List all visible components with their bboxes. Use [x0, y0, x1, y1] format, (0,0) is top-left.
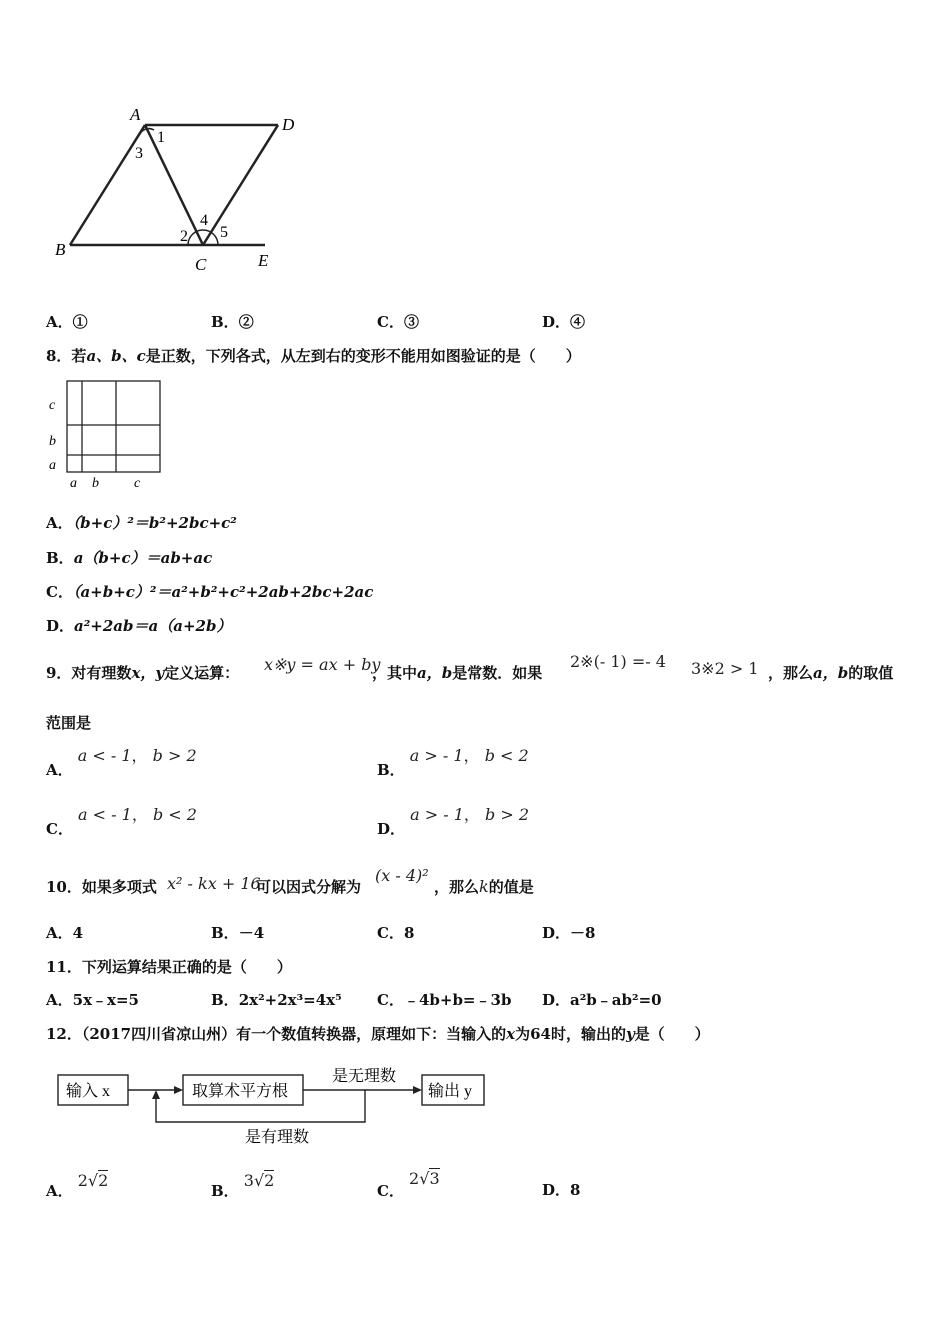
q8-xlabel-b: b	[92, 476, 99, 491]
q9-condition-1: 2※(- 1) =- 4	[570, 652, 666, 671]
q7-label-E: E	[258, 251, 269, 270]
q7-angle-1: 1	[157, 129, 165, 146]
q8-area-figure	[44, 375, 169, 495]
q12-flow-input: 输入 x	[66, 1083, 111, 1100]
q12-flowchart	[50, 1060, 500, 1150]
q10-option-d[interactable]: D．－8	[542, 924, 596, 942]
q10-polynomial: x² - kx + 16	[167, 874, 261, 893]
q7-label-D: D	[282, 115, 295, 134]
q7-label-C: C	[195, 255, 207, 274]
q8-option-c[interactable]: C．（a+b+c）²＝a²+b²+c²+2ab+2bc+2ac	[46, 583, 374, 601]
q8-label-c: c	[49, 398, 56, 413]
q9-stem-line1: 9．对有理数x，y定义运算：	[46, 664, 240, 682]
q11-stem: 11．下列运算结果正确的是（ ）	[46, 958, 292, 976]
q9-option-c[interactable]: C． a < - 1， b < 2	[46, 805, 197, 838]
q12-option-c[interactable]: C． 2√3	[377, 1169, 440, 1200]
q10-stem-a: 10．如果多项式	[46, 878, 157, 896]
q9-condition-2: 3※2 > 1	[691, 659, 759, 678]
q10-option-b[interactable]: B．－4	[211, 924, 265, 942]
q10-factor: (x - 4)²	[375, 866, 429, 885]
q9-stem-line2: 范围是	[46, 714, 92, 732]
q7-option-b[interactable]: B．②	[211, 313, 254, 331]
q12-stem: 12．（2017四川省凉山州）有一个数值转换器，原理如下：当输入的x为64时，输出的y是（ ）	[46, 1025, 710, 1043]
q10-stem-b: 可以因式分解为	[256, 878, 362, 896]
q10-option-a[interactable]: A．4	[46, 924, 84, 942]
q8-xlabel-a: a	[70, 476, 77, 491]
q12-option-d[interactable]: D．8	[542, 1181, 581, 1199]
q12-flow-process: 取算术平方根	[192, 1083, 289, 1100]
q8-option-a[interactable]: A．（b+c）²＝b²+2bc+c²	[46, 514, 237, 532]
q8-option-d[interactable]: D．a²+2ab＝a（a+2b）	[46, 617, 232, 635]
q7-angle-3: 3	[135, 145, 143, 162]
q7-option-d[interactable]: D．④	[542, 313, 586, 331]
q7-option-a[interactable]: A．①	[46, 313, 88, 331]
q9-option-d[interactable]: D． a > - 1， b > 2	[377, 805, 530, 838]
q12-flow-rational: 是有理数	[245, 1129, 310, 1146]
q12-option-a[interactable]: A． 2√2	[46, 1171, 109, 1200]
q11-option-d[interactable]: D．a²b﹣ab²=0	[542, 991, 662, 1009]
q9-option-a[interactable]: A． a < - 1， b > 2	[46, 746, 197, 779]
q8-stem: 8．若a、b、c是正数，下列各式，从左到右的变形不能用如图验证的是（ ）	[46, 347, 581, 365]
q7-label-A: A	[130, 105, 141, 124]
q7-label-B: B	[55, 240, 66, 259]
q8-label-b: b	[49, 434, 56, 449]
q12-option-b[interactable]: B． 3√2	[211, 1171, 275, 1200]
q7-parallelogram-figure	[50, 100, 310, 280]
q8-label-a: a	[49, 458, 56, 473]
q11-option-a[interactable]: A．5x﹣x=5	[46, 991, 139, 1009]
q7-angle-2: 2	[180, 228, 188, 245]
q9-stem-end: ，那么a，b的取值	[768, 664, 894, 682]
q7-angle-5: 5	[220, 224, 228, 241]
q9-option-b[interactable]: B． a > - 1， b < 2	[377, 746, 529, 779]
q9-definition: x※y = ax + by	[264, 655, 381, 674]
q7-angle-4: 4	[200, 212, 208, 229]
q11-option-b[interactable]: B．2x²+2x³=4x⁵	[211, 991, 342, 1009]
q10-option-c[interactable]: C．8	[377, 924, 415, 942]
q12-flow-output: 输出 y	[428, 1083, 473, 1100]
q8-xlabel-c: c	[134, 476, 141, 491]
q10-stem-c: ，那么k的值是	[434, 877, 534, 896]
q12-flow-irrational: 是无理数	[332, 1068, 397, 1085]
q9-stem-mid: ，其中a，b是常数．如果	[372, 664, 543, 682]
q11-option-c[interactable]: C．﹣4b+b=﹣3b	[377, 991, 512, 1009]
q8-option-b[interactable]: B．a（b+c）＝ab+ac	[46, 549, 213, 567]
q7-option-c[interactable]: C．③	[377, 313, 419, 331]
